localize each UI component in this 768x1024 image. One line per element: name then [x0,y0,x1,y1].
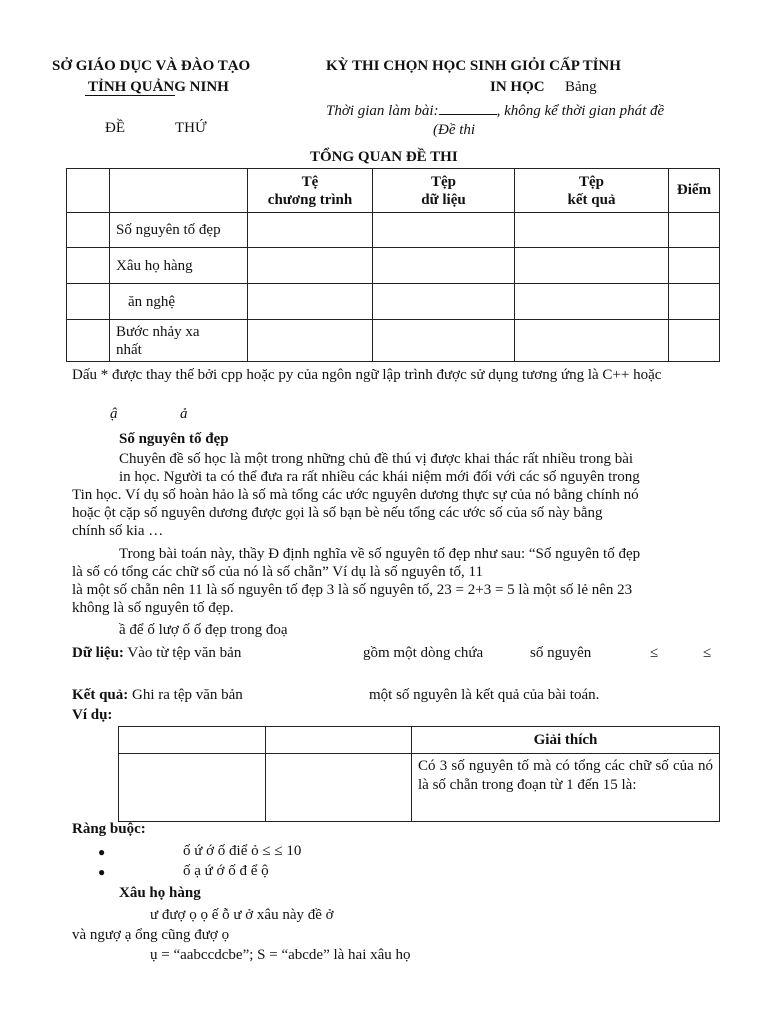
bullet-icon: ● [98,845,106,859]
example-header-row [119,727,720,754]
problem1-line: Trong bài toán này, thầy Đ định nghĩa về số nguyên tố đẹp như sau: “Số nguyên tố đẹp [119,546,641,562]
doc-type-right: THỨ [175,120,207,136]
example-cell-input-head [119,727,266,754]
input-text-3: số nguyên [530,645,592,661]
header-col-program: Tệ chương trình [248,169,373,213]
problem1-line: Tin học. Ví dụ số hoàn hảo là số mà tổng các ước nguyên dương thực sự của nó bằng chính nó [72,487,639,503]
overview-header-row [67,169,720,213]
problem1-line: hoặc ột cặp số nguyên dương được gọi là số bạn bè nếu tổng các ước số của số này bằng [72,505,603,521]
example-cell-input [119,754,266,822]
problem2-line: và ngượ ạ ổng cũng đượ ọ [72,927,230,943]
problem1-line: là một số chẵn nên 11 là số nguyên tố đẹp 3 là số nguyên tố, 23 = 2+3 = 5 là một số lẻ nên 23 [72,582,633,598]
subject-name: IN HỌC [490,79,545,95]
problem1-line: Chuyên đề số học là một trong những chủ đề thú vị được khai thác rất nhiều trong bài [119,451,634,467]
constraints-label: Ràng buộc: [72,821,146,837]
table-row [67,320,720,362]
row-problem-1: Số nguyên tố đẹp [110,213,248,248]
header-col-input: Tệp dữ liệu [373,169,515,213]
row-problem-2: Xâu họ hàng [110,248,248,284]
input-label: Dữ liệu: [72,645,124,661]
cell [515,284,669,320]
output-spec [72,686,243,704]
header-cell-index [67,169,110,213]
time-label [326,100,664,120]
overview-title: TỔNG QUAN ĐỀ THI [310,149,458,165]
overview-footnote: Dấu * được thay thế bởi cpp hoặc py của ngôn ngữ lập trình được sử dụng tương ứng là C++ hoặc [72,367,662,383]
input-text: Vào từ tệp văn bản [127,645,242,661]
input-spec [72,644,241,662]
table-row [67,213,720,248]
cell [373,213,515,248]
cell [669,248,720,284]
cell [515,320,669,362]
cell [515,213,669,248]
leq-symbol-2: ≤ [703,645,712,661]
board-label: Bảng [565,79,597,95]
department-name: SỞ GIÁO DỤC VÀ ĐÀO TẠO [52,58,251,74]
header-col-output: Tệp kết quả [515,169,669,213]
cell [248,213,373,248]
constraint-1: ố ứ ớ ố điể ỏ ≤ ≤ 10 [183,843,302,859]
output-label: Kết quả: [72,687,129,703]
bullet-icon: ● [98,865,106,879]
input-text-2: gồm một dòng chứa [363,645,484,661]
cell-index [67,213,110,248]
note-paren: (Đề thi [433,122,476,138]
example-row [119,754,720,822]
problem1-line: chính số kia … [72,523,164,539]
header-cell-problem [110,169,248,213]
output-text: Ghi ra tệp văn bản [132,687,243,703]
example-label: Ví dụ: [72,707,113,723]
cell-index [67,320,110,362]
row-problem-3: ăn nghệ [110,284,248,320]
fragment-1: ậ [110,406,118,422]
problem2-line: ư đượ ọ ọ ế ỗ ư ở xâu này đề ở [150,907,334,923]
problem1-line: in học. Người ta có thể đưa ra rất nhiều các khái niệm mới đối với các số nguyên trong [119,469,640,485]
problem1-line: không là số nguyên tố đẹp. [72,600,234,616]
cell [373,284,515,320]
cell [373,320,515,362]
doc-type-left: ĐỀ [105,120,125,136]
fragment-2: ả [180,406,188,422]
exam-title: KỲ THI CHỌN HỌC SINH GIỎI CẤP TỈNH [326,58,621,74]
table-row [67,248,720,284]
header-underline [85,95,175,96]
constraint-2: ố ạ ứ ớ ố đ ể ộ [183,863,269,879]
cell-index [67,248,110,284]
time-label-text: Thời gian làm bài: [326,103,439,119]
problem1-line: là số có tổng các chữ số của nó là số chẵn” Ví dụ là số nguyên tố, 11 [72,564,483,580]
province-name: TỈNH QUẢNG NINH [88,79,229,95]
problem2-line: ụ = “aabccdcbe”; S = “abcde” là hai xâu họ [150,947,411,963]
time-blank [439,100,497,115]
cell [669,284,720,320]
cell [248,284,373,320]
example-explain-head: Giải thích [412,727,720,754]
cell [248,248,373,284]
row-problem-4: Bước nhảy xa nhất [110,320,248,362]
time-suffix: , không kể thời gian phát đề [496,103,665,119]
example-table [118,726,720,822]
example-explain: Có 3 số nguyên tố mà có tổng các chữ số của nó là số chẵn trong đoạn từ 1 đến 15 là: [412,754,720,822]
overview-table [66,168,720,362]
cell [248,320,373,362]
cell [515,248,669,284]
task-line: ầ để ố lượ ố ố đẹp trong đoạ [119,622,288,638]
problem2-title: Xâu họ hàng [119,885,201,901]
header-col-score: Điểm [669,169,720,213]
cell [669,213,720,248]
example-cell-output-head [266,727,412,754]
table-row [67,284,720,320]
leq-symbol-1: ≤ [650,645,659,661]
cell [373,248,515,284]
example-cell-output [266,754,412,822]
problem1-title: Số nguyên tố đẹp [119,431,229,447]
output-text-2: một số nguyên là kết quả của bài toán. [369,687,600,703]
cell-index [67,284,110,320]
cell [669,320,720,362]
